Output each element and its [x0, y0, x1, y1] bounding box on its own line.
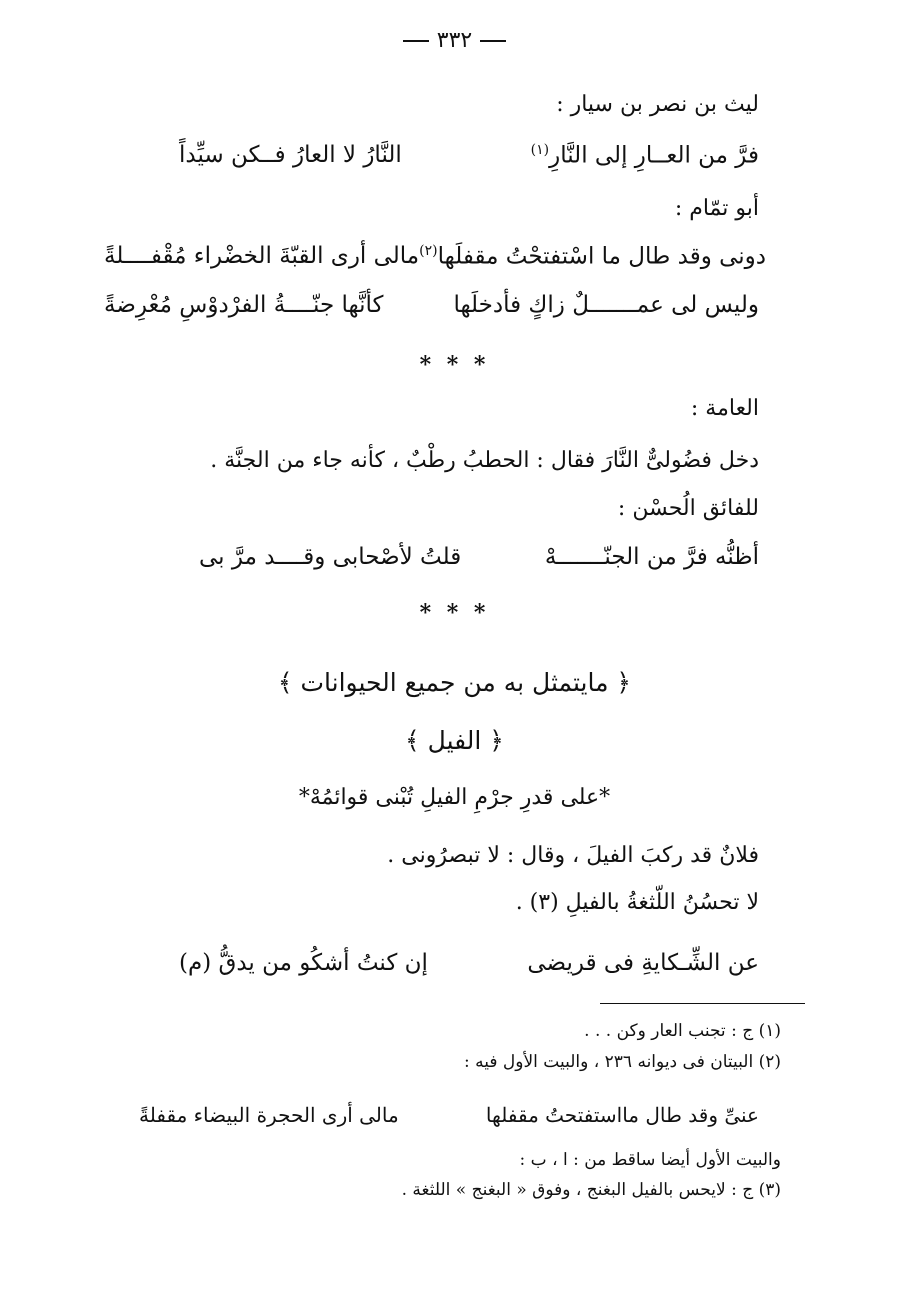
subchapter-title: ﴿ الفيل ﴾	[405, 726, 504, 755]
verse-hemistich-2	[531, 142, 759, 169]
verse-layth	[179, 142, 759, 169]
verse-abu-tammam-2	[104, 292, 759, 318]
separator-stars-1: * * *	[419, 352, 490, 378]
saying-line-1: فلانٌ قد ركبَ الفيلَ ، وقال : لا تبصرُونى .	[387, 843, 759, 868]
poet-heading-al-faiq: للفائق الُحسْن :	[617, 496, 759, 521]
verse-hemistich-2-text: دونى وقد طال ما اسْتفتحْتُ مقفلَها	[437, 243, 767, 270]
heading-al-amma: العامة :	[690, 396, 759, 421]
footnote-divider	[600, 1003, 805, 1004]
verse-hemistich-1: النَّارُ لا العارُ فــكن سيِّداً	[179, 142, 402, 168]
verse-hemistich-1: مالى أرى الحجرة البيضاء مقفلةً	[139, 1103, 399, 1127]
verse-al-faiq	[199, 544, 759, 570]
verse-hemistich-1: قلتُ لأصْحابى وقــــد مرَّ بى	[199, 544, 462, 570]
footnote-2-after: والبيت الأول أيضا ساقط من : ا ، ب :	[519, 1150, 781, 1170]
page-number-text: ٣٣٢	[436, 28, 473, 53]
verse-hemistich-1: إن كنتُ أشكُو من يدقُّ (م)	[179, 950, 428, 976]
verse-hemistich-1: كأنَّها جنّــــةُ الفرْدوْسِ مُعْرِضةً	[104, 292, 384, 318]
verse-hemistich-2-text: فرَّ من العــارِ إلى النَّارِ	[549, 142, 759, 169]
footnote-1: (١) ج : تجنب العار وكن . . .	[584, 1021, 781, 1041]
footnote-2: (٢) البيتان فى ديوانه ٢٣٦ ، والبيت الأول فيه :	[464, 1052, 781, 1072]
poet-heading-abu-tammam: أبو تمّام :	[674, 196, 759, 221]
footnote-ref-2: (٢)	[419, 243, 438, 259]
footnote-2-verse	[139, 1103, 759, 1127]
chapter-title: ﴿ مايتمثل به من جميع الحيوانات ﴾	[277, 668, 632, 697]
verse-last	[179, 950, 759, 976]
verse-hemistich-2: عنىِّ وقد طال مااستفتحتُ مقفلها	[485, 1103, 759, 1127]
footnote-3: (٣) ج : لايحس بالفيل البغنج ، وفوق « البغنج » اللثغة .	[401, 1180, 781, 1200]
verse-hemistich-1: مالى أرى القبّةَ الخضْراء مُقْفــــلةً	[104, 243, 420, 269]
anecdote-text: دخل فضُولىٌّ النَّارَ فقال : الحطبُ رطْبٌ ، كأنه جاء من الجنَّة .	[210, 448, 759, 473]
page-number-dash-right	[480, 40, 506, 42]
page-number-dash-left	[403, 40, 429, 42]
verse-hemistich-2: أظنُّه فرَّ من الجنّـــــــهْ	[544, 544, 759, 570]
verse-abu-tammam-1	[104, 243, 767, 270]
saying-line-2: لا تحسُنُ اللّثغةُ بالفيلِ (٣) .	[515, 890, 759, 915]
separator-stars-2: * * *	[419, 600, 490, 626]
poet-heading-layth: ليث بن نصر بن سيار :	[556, 92, 759, 117]
footnote-ref-1: (١)	[530, 142, 550, 158]
verse-hemistich-2: وليس لى عمـــــــلٌ زاكٍ فأدخلَها	[453, 292, 759, 318]
verse-hemistich-2: عن الشِّـكايةِ فى قريضى	[527, 950, 759, 976]
verse-hemistich-2	[419, 243, 766, 270]
proverb-line: *على قدرِ جرْمِ الفيلِ تُبْنى قوائمُهْ*	[298, 785, 611, 810]
page-number	[0, 28, 909, 53]
